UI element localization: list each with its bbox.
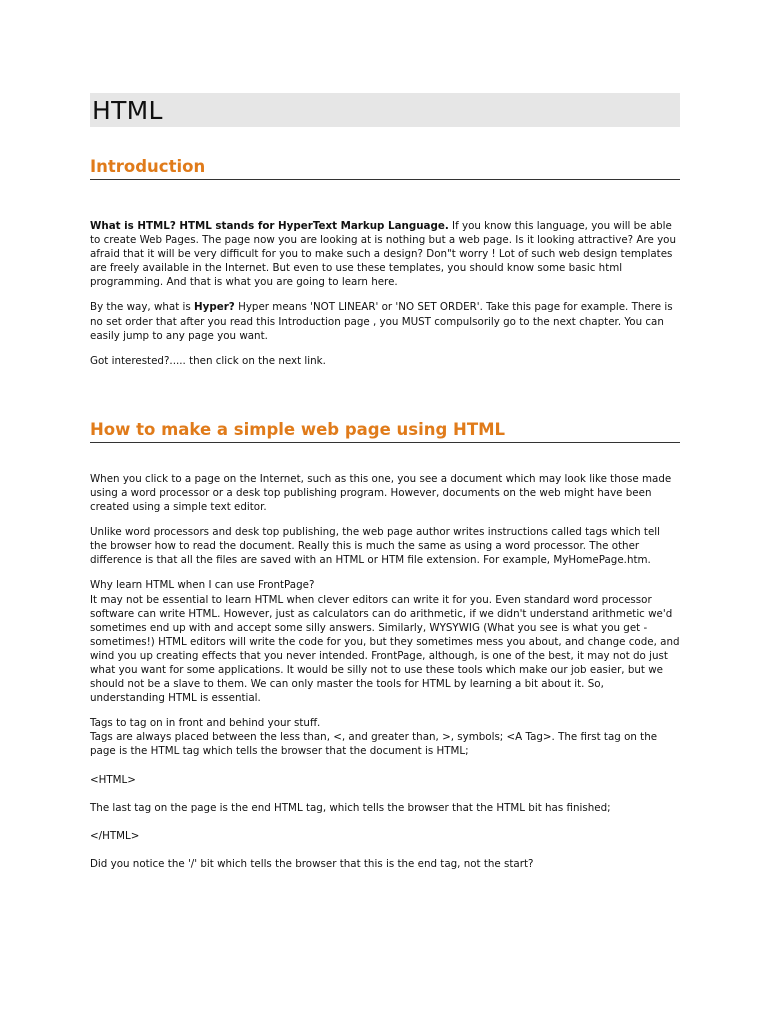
html-open-tag-example: <HTML> [90, 773, 136, 786]
howto-paragraph-6: Did you notice the '/' bit which tells the browser that this is the end tag, not the start? [90, 857, 534, 870]
howto-paragraph-3-lead: Why learn HTML when I can use FrontPage? [90, 579, 315, 592]
intro-paragraph-2-bold: Hyper? [194, 301, 235, 314]
howto-paragraph-1: When you click to a page on the Internet, such as this one, you see a document which may look like those made using a word processor or a desk top publishing program. However, documents on the web might have been created using a simple text editor. [90, 472, 672, 514]
intro-paragraph-1-text: If you know this language, you will be able to create Web Pages. The page now you are looking at is nothing but a web page. Is it looking attractive? Are you afraid that it will be very difficult for you to make such a design? Don"t worry ! Lot of such web design templates are freely available in the Internet. But even to use these templates, you should know some basic html programming. And that is what you are going to learn here. [90, 220, 676, 289]
howto-paragraph-5: The last tag on the page is the end HTML tag, which tells the browser that the HTML bit has finished; [90, 801, 611, 814]
howto-paragraph-2: Unlike word processors and desk top publishing, the web page author writes instructions called tags which tell the browser how to read the document. Really this is much the same as using a word processor. The other difference is that all the files are saved with an HTML or HTM file extension. For example, MyHomePage.htm. [90, 526, 661, 567]
howto-paragraph-4-lead: Tags to tag on in front and behind your stuff. [90, 717, 321, 730]
section-heading-introduction: Introduction [90, 157, 680, 180]
document-page [90, 93, 680, 871]
howto-paragraph-3-body: It may not be essential to learn HTML when clever editors can write it for you. Even standard word processor software can write HTML. However, just as calculators can do arithmetic, if we didn't understand arithmetic we'd sometimes end up with and accept some silly answers. Similarly, WYSYWIG (What you see is what you get - sometimes!) HTML editors will write the code for you, but they sometimes mess you about, and change code, and wind you up creating effects that you never intended. FrontPage, although, is one of the best, it may not do just what you want for some applications. It would be silly not to use these tools which make our job easier, but we should not be a slave to them. We can only master the tools for HTML by learning a bit about it. So, understanding HTML is essential. [90, 593, 680, 705]
section-heading-how-to: How to make a simple web page using HTML [90, 420, 680, 443]
intro-paragraph-2-pre: By the way, what is [90, 301, 195, 314]
intro-paragraph-3: Got interested?..... then click on the next link. [90, 354, 326, 367]
howto-paragraph-4-body: Tags are always placed between the less than, <, and greater than, >, symbols; <A Tag>. The first tag on the page is the HTML tag which tells the browser that the document is HTML; [90, 731, 658, 758]
intro-paragraph-2-text: Hyper means 'NOT LINEAR' or 'NO SET ORDER'. Take this page for example. There is no set order that after you read this Introduction page , you MUST compulsorily go to the next chapter. You can easily jump to any page you want. [90, 301, 673, 342]
howto-paragraph-4 [90, 716, 680, 758]
intro-paragraph-1-bold: What is HTML? HTML stands for HyperText Markup Language. [90, 220, 449, 232]
intro-paragraph-2 [90, 300, 680, 342]
title-bar [90, 93, 680, 127]
page-title: HTML [92, 95, 163, 125]
howto-paragraph-3 [90, 578, 680, 705]
html-close-tag-example: </HTML> [90, 829, 140, 842]
intro-paragraph-1 [90, 219, 680, 289]
